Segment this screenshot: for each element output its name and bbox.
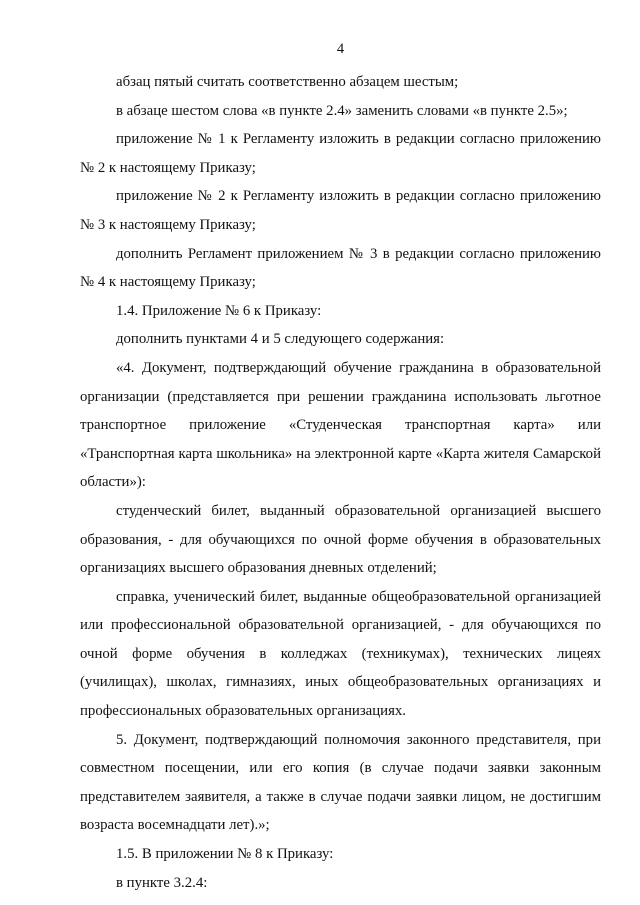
paragraph: в абзаце шестом слова «в пункте 2.4» заменить словами «в пункте 2.5»; [116, 102, 568, 119]
paragraph: абзац пятый считать соответственно абзацем шестым; [116, 74, 459, 90]
paragraph: приложение № 2 к Регламенту изложить в редакции согласно приложению № 3 к настоящему Приказу; [80, 188, 601, 233]
paragraph: приложение № 1 к Регламенту изложить в редакции согласно приложению № 2 к настоящему Приказу; [80, 131, 601, 176]
paragraph: 1.5. В приложении № 8 к Приказу: [116, 846, 334, 863]
paragraph: «4. Документ, подтверждающий обучение гражданина в образовательной организации (представляется при решении гражданина использовать льготное транспортное приложение «Студенческая транспортная карта» или «Транспортная карта школьника» на электронной карте «Карта жителя Самарской области»): [80, 359, 601, 491]
paragraph: дополнить Регламент приложением № 3 в редакции согласно приложению № 4 к настоящему Приказу; [80, 245, 601, 291]
page-number: 4 [336, 41, 345, 57]
paragraph: дополнить пунктами 4 и 5 следующего содержания: [116, 331, 445, 348]
paragraph: справка, ученический билет, выданные общеобразовательной организацией или профессиональной образовательной организацией, - для обучающихся по очной форме обучения в колледжах (техникумах), технических лицеях (училищах), школах, гимназиях, иных общеобразовательных организациях и профессиональных образовательных организациях. [80, 588, 601, 720]
document-body [80, 68, 601, 897]
paragraph: студенческий билет, выданный образовательной организацией высшего образования, - для обучающихся по очной форме обучения в образовательных организациях высшего образования дневных отделений; [80, 502, 601, 577]
document-page [80, 0, 601, 905]
paragraph: 1.4. Приложение № 6 к Приказу: [116, 302, 322, 319]
paragraph: в пункте 3.2.4: [116, 874, 208, 891]
paragraph: 5. Документ, подтверждающий полномочия законного представителя, при совместном посещении, или его копия (в случае подачи заявки законным представителем заявителя, а также в случае подачи заявки лицом, не достигшим возраста восемнадцати лет).»; [80, 731, 601, 834]
